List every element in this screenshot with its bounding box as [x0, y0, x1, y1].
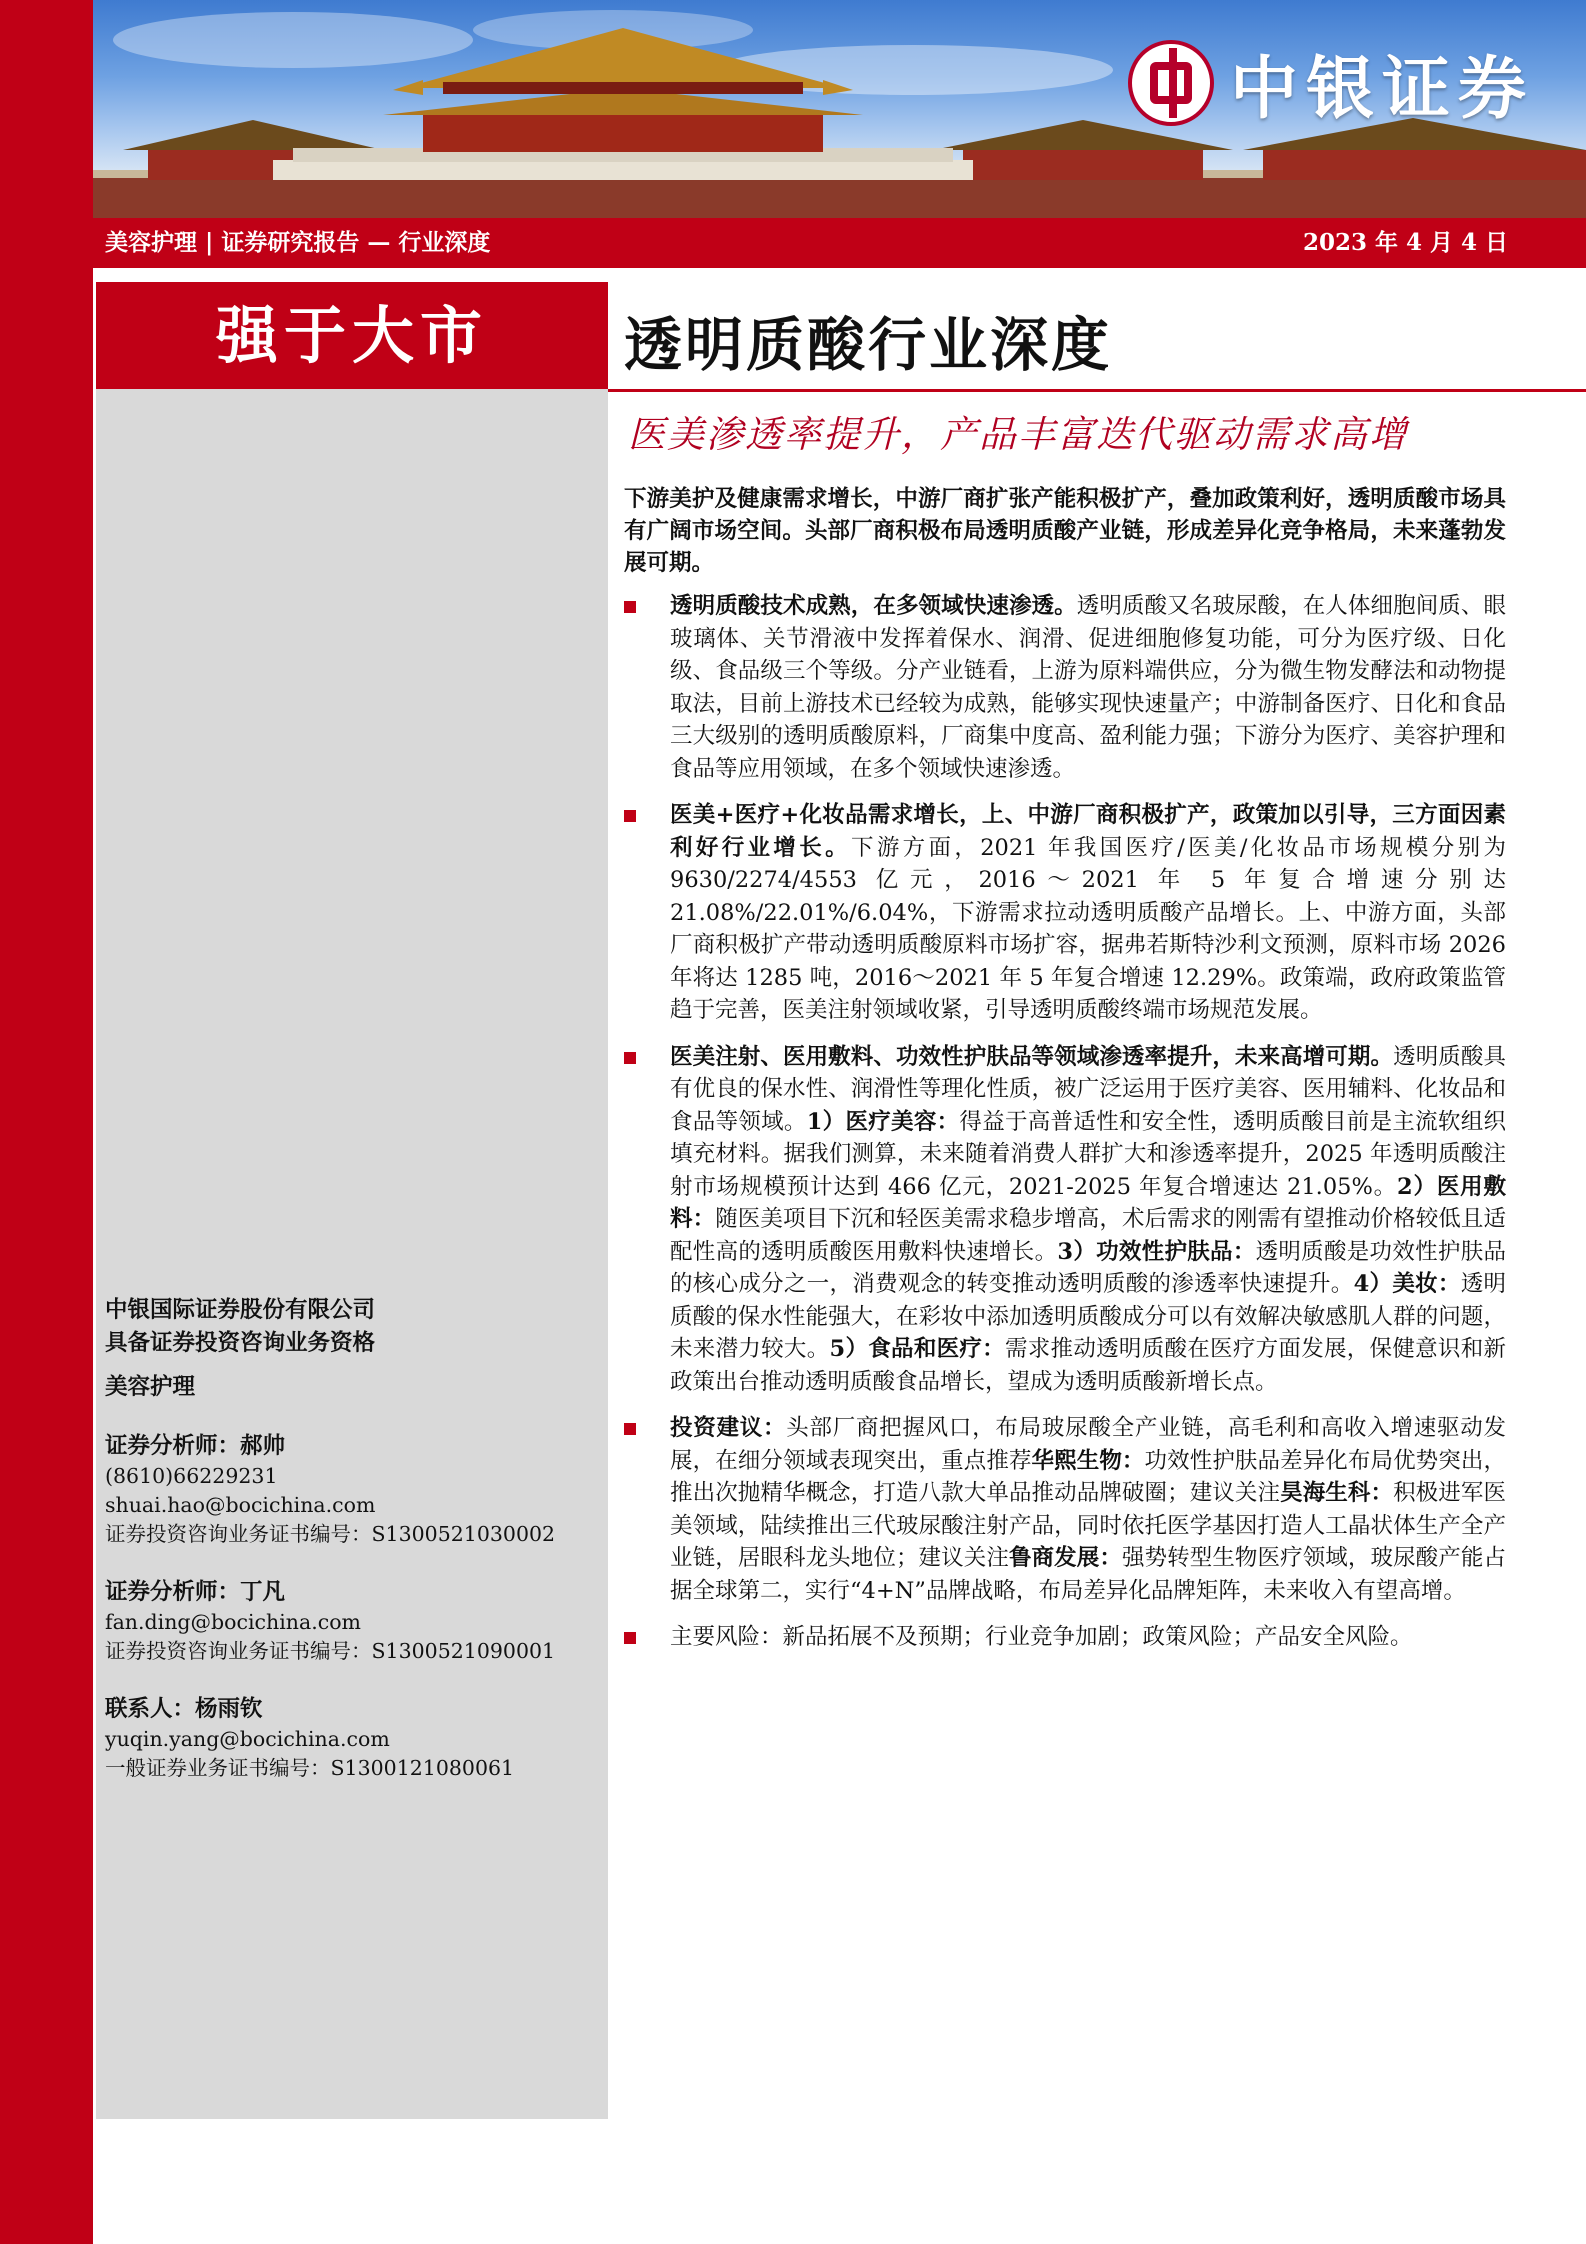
sector-label: 美容护理: [105, 1374, 196, 1400]
bullet-text: 下游方面，2021 年我国医疗/医美/化妆品市场规模分别为 9630/2274/4553 亿元，2016～2021 年 5 年复合增速分别达 21.08%/22.01%/6.04%，下游需求拉动透明质酸产品增长。上、中游方面，头部厂商积极扩产带动透明质酸原料市场扩容，据弗若斯特沙利文预测，原料市场 2026 年将达 1285 吨，2016～2021 年 5 年复合增速 12.29%。政策端，政府政策监管趋于完善，医美注射领域收紧，引导透明质酸终端市场规范发展。: [670, 834, 1506, 1023]
bullet-square-icon: [624, 1632, 636, 1644]
bullet-keyword: 3）功效性护肤品：: [1057, 1238, 1256, 1265]
analyst-email[interactable]: fan.ding@bocichina.com: [105, 1610, 361, 1634]
analyst-cert: 证券投资咨询业务证书编号：S1300521090001: [105, 1639, 556, 1663]
analyst-email[interactable]: shuai.hao@bocichina.com: [105, 1493, 376, 1517]
sidebar-panel: [96, 389, 608, 2119]
analyst-title: 证券分析师：丁凡: [105, 1579, 286, 1605]
rating-badge: 强于大市: [96, 282, 608, 389]
list-item: [624, 590, 1506, 785]
analyst-title: 证券分析师：郝帅: [105, 1433, 286, 1459]
bullet-lead: 投资建议：: [670, 1415, 787, 1441]
analyst-phone: (8610)66229231: [105, 1464, 278, 1488]
company-name: 中银国际证券股份有限公司: [105, 1297, 376, 1323]
bullet-square-icon: [624, 1423, 636, 1435]
bullet-text: 透明质酸的保水性能强大，在彩妆中添加透明质酸成分可以有效解决敏感肌人群的问题，未来潜力较大。: [670, 1271, 1506, 1362]
brand-logo: [1128, 28, 1534, 138]
page-title: 透明质酸行业深度: [624, 311, 1113, 379]
list-item: [624, 1621, 1506, 1654]
brand-name: 中银证券: [1230, 49, 1535, 129]
bullet-keyword: 2）医用敷料：: [670, 1173, 1506, 1232]
breadcrumb: 美容护理 | 证券研究报告 — 行业深度: [105, 229, 491, 256]
bullet-keyword: 4）美妆：: [1353, 1271, 1461, 1297]
header-banner-image: [93, 0, 1586, 218]
analyst-cert: 证券投资咨询业务证书编号：S1300521030002: [105, 1522, 556, 1546]
bullet-square-icon: [624, 1052, 636, 1064]
bullet-square-icon: [624, 810, 636, 822]
key-points-list: [624, 590, 1506, 1668]
contact-cert: 一般证券业务证书编号：S1300121080061: [105, 1756, 515, 1780]
bullet-square-icon: [624, 601, 636, 613]
report-info-bar: [93, 218, 1586, 268]
bullet-text: 得益于高普适性和安全性，透明质酸目前是主流软组织填充材料。据我们测算，未来随着消费人群扩大和渗透率提升，2025 年透明质酸注射市场规模预计达到 466 亿元，2021-2025 年复合增速达 21.05%。: [670, 1108, 1506, 1200]
contact-title: 联系人：杨雨钦: [105, 1696, 263, 1722]
bullet-text: 透明质酸是功效性护肤品的核心成分之一，消费观念的转变推动透明质酸的渗透率快速提升。: [670, 1238, 1506, 1297]
bullet-text: 随医美项目下沉和轻医美需求稳步增高，术后需求的刚需有望推动价格较低且适配性高的透明质酸医用敷料快速增长。: [670, 1206, 1506, 1265]
bullet-text: 头部厂商把握风口，布局玻尿酸全产业链，高毛利和高收入增速驱动发展，在细分领域表现突出，重点推荐: [670, 1415, 1506, 1474]
bullet-keyword: 5）食品和医疗：: [829, 1336, 1005, 1362]
company-qualification: 具备证券投资咨询业务资格: [105, 1330, 376, 1356]
bullet-text: 功效性护肤品差异化布局优势突出，推出次抛精华概念，打造八款大单品推动品牌破圈；建议关注: [670, 1447, 1506, 1506]
list-item: [624, 1412, 1506, 1607]
left-red-bar: [0, 0, 93, 2244]
bullet-text: 积极进军医美领域，陆续推出三代玻尿酸注射产品，同时依托医学基因打造人工晶状体生产全产业链，居眼科龙头地位；建议关注: [670, 1480, 1506, 1571]
bullet-lead: 医美注射、医用敷料、功效性护肤品等领域渗透率提升，未来高增可期。: [670, 1043, 1394, 1070]
bullet-keyword: 华熙生物：: [1031, 1447, 1145, 1474]
sidebar-info: [105, 1294, 605, 1783]
bullet-keyword: 鲁商发展：: [1008, 1545, 1122, 1571]
page-subtitle: 医美渗透率提升，产品丰富迭代驱动需求高增: [628, 413, 1408, 456]
bullet-keyword: 1）医疗美容：: [806, 1108, 960, 1135]
title-divider: [607, 389, 1586, 392]
list-item: [624, 799, 1506, 1027]
summary-paragraph: 下游美护及健康需求增长，中游厂商扩张产能积极扩产，叠加政策利好，透明质酸市场具有广阔市场空间。头部厂商积极布局透明质酸产业链，形成差异化竞争格局，未来蓬勃发展可期。: [624, 486, 1506, 576]
bullet-text: 透明质酸又名玻尿酸，在人体细胞间质、眼玻璃体、关节滑液中发挥着保水、润滑、促进细胞修复功能，可分为医疗级、日化级、食品级三个等级。分产业链看，上游为原料端供应，分为微生物发酵法和动物提取法，目前上游技术已经较为成熟，能够实现快速量产；中游制备医疗、日化和食品三大级别的透明质酸原料，厂商集中度高、盈利能力强；下游分为医疗、美容护理和食品等应用领域，在多个领域快速渗透。: [670, 593, 1506, 782]
bullet-lead: 医美+医疗+化妆品需求增长，上、中游厂商积极扩产，政策加以引导，三方面因素利好行业增长。: [670, 802, 1506, 861]
bullet-text: 透明质酸具有优良的保水性、润滑性等理化性质，被广泛运用于医疗美容、医用辅料、化妆品和食品等领域。: [670, 1043, 1506, 1135]
report-date: 2023 年 4 月 4 日: [1302, 229, 1508, 256]
bullet-keyword: 昊海生科：: [1280, 1480, 1394, 1506]
boc-logo-icon: [1128, 40, 1214, 126]
contact-email[interactable]: yuqin.yang@bocichina.com: [105, 1727, 390, 1751]
bullet-text: 需求推动透明质酸在医疗方面发展，保健意识和新政策出台推动透明质酸食品增长，望成为透明质酸新增长点。: [670, 1336, 1506, 1395]
bullet-lead: 透明质酸技术成熟，在多领域快速渗透。: [670, 593, 1077, 619]
bullet-text: 主要风险：新品拓展不及预期；行业竞争加剧；政策风险；产品安全风险。: [670, 1624, 1413, 1650]
list-item: [624, 1041, 1506, 1399]
bullet-text: 强势转型生物医疗领域，玻尿酸产能占据全球第二，实行“4+N”品牌战略，布局差异化品牌矩阵，未来收入有望高增。: [670, 1545, 1506, 1604]
